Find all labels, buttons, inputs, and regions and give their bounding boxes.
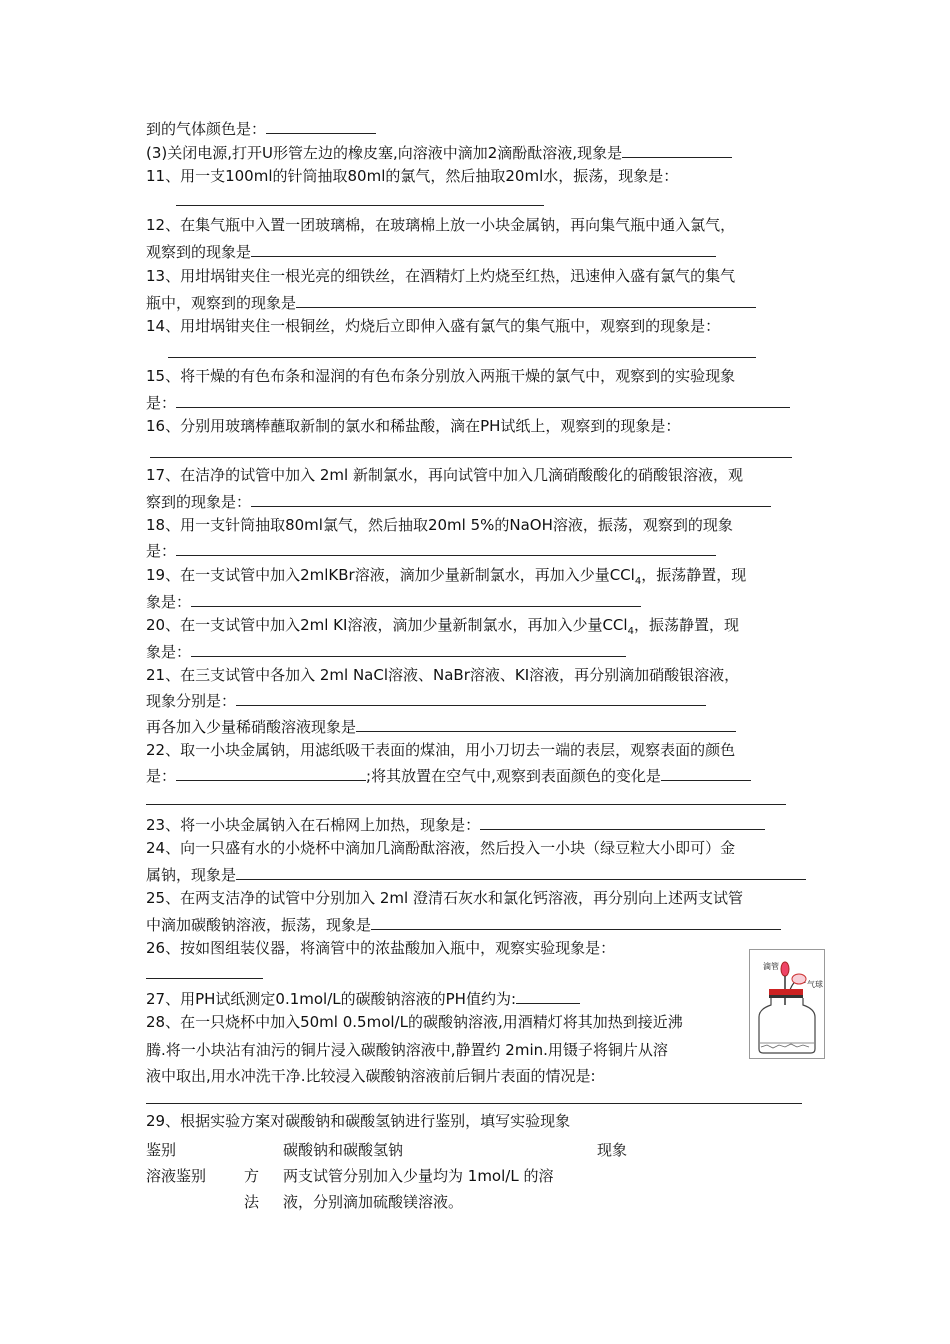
answer-blank [176,205,544,206]
text-line: 20、在一支试管中加入2ml KI溶液，滴加少量新制氯水，再加入少量CCl$_4$，振荡静置，现 [146,616,739,637]
answer-blank [146,1103,802,1104]
text-line: 28、在一只烧杯中加入50ml 0.5mol/L的碳酸钠溶液,用酒精灯将其加热到接近沸 [146,1013,683,1031]
text-line: 15、将干燥的有色布条和湿润的有色布条分别放入两瓶干燥的氯气中，观察到的实验现象 [146,367,736,385]
table-cell-method-2: 法 [244,1193,260,1211]
text-line: 中滴加碳酸钠溶液，振荡，现象是 [146,914,781,935]
text-line: 23、将一小块金属钠入在石棉网上加热，现象是： [146,814,765,835]
text-line: 属钠，现象是 [146,864,806,885]
text-line: 是： ;将其放置在空气中,观察到表面颜色的变化是 [146,765,751,786]
table-cell-method-1: 方 [244,1167,260,1185]
table-cell-solution-identify: 溶液鉴别 [146,1167,207,1185]
table-cell-procedure-2: 液，分别滴加硫酸镁溶液。 [283,1193,464,1211]
answer-blank [146,804,786,805]
text-line: 29、根据实验方案对碳酸钠和碳酸氢钠进行鉴别，填写实验现象 [146,1112,571,1130]
text-line: 现象分别是： [146,690,706,711]
flask-diagram [749,949,825,1059]
text-line: 象是： [146,641,626,662]
text-line: 再各加入少量稀硝酸溶液现象是 [146,716,736,737]
text-line: 12、在集气瓶中入置一团玻璃棉，在玻璃棉上放一小块金属钠，再向集气瓶中通入氯气， [146,216,736,234]
table-header-phenomenon: 现象 [597,1141,628,1159]
apparatus-figure [749,949,825,1059]
text-line: 19、在一支试管中加入2mlKBr溶液，滴加少量新制氯水，再加入少量CCl$_4$，振荡静置，现 [146,566,747,587]
answer-blank [168,357,756,358]
text-line: 13、用坩埚钳夹住一根光亮的细铁丝，在酒精灯上灼烧至红热，迅速伸入盛有氯气的集气 [146,267,736,285]
text-line: 瓶中，观察到的现象是 [146,292,756,313]
dropper-bulb-icon [781,962,789,976]
text-line: 观察到的现象是 [146,241,716,262]
text-line: 27、用PH试纸测定0.1mol/L的碳酸钠溶液的PH值约为: [146,988,580,1009]
text-line: 腾.将一小块沾有油污的铜片浸入碳酸钠溶液中,静置约 2min.用镊子将铜片从溶 [146,1041,668,1059]
text-line: (3)关闭电源,打开U形管左边的橡皮塞,向溶液中滴加2滴酚酞溶液,现象是 [146,142,732,163]
table-cell-procedure-1: 两支试管分别加入少量均为 1mol/L 的溶 [283,1167,554,1185]
stopper-icon [769,989,803,995]
text-line: 18、用一支针筒抽取80ml氯气，然后抽取20ml 5%的NaOH溶液，振荡，观察到的现象 [146,516,733,534]
text-line: 象是： [146,591,641,612]
text-line: 11、用一支100ml的针筒抽取80ml的氯气，然后抽取20ml水，振荡，现象是： [146,167,679,185]
text-line: 14、用坩埚钳夹住一根铜丝，灼烧后立即伸入盛有氯气的集气瓶中，观察到的现象是： [146,317,721,335]
text-line: 察到的现象是： [146,491,771,512]
table-header-identify: 鉴别 [146,1141,177,1159]
text-line: 17、在洁净的试管中加入 2ml 新制氯水，再向试管中加入几滴硝酸酸化的硝酸银溶液，观 [146,466,743,484]
text-line: 21、在三支试管中各加入 2ml NaCl溶液、NaBr溶液、KI溶液，再分别滴加硝酸银溶液， [146,666,740,684]
balloon-label: 气球 [807,980,823,989]
text-line: 26、按如图组装仪器，将滴管中的浓盐酸加入瓶中，观察实验现象是： [146,939,616,957]
answer-blank [146,978,263,979]
text-line: 25、在两支洁净的试管中分别加入 2ml 澄清石灰水和氯化钙溶液，再分别向上述两支试管 [146,889,743,907]
table-header-compounds: 碳酸钠和碳酸氢钠 [283,1141,404,1159]
dropper-label: 滴管 [763,962,779,971]
text-line: 液中取出,用水冲洗干净.比较浸入碳酸钠溶液前后铜片表面的情况是: [146,1067,596,1085]
text-line: 24、向一只盛有水的小烧杯中滴加几滴酚酞溶液，然后投入一小块（绿豆粒大小即可）金 [146,839,736,857]
answer-blank [150,457,792,458]
balloon-icon [792,974,806,984]
text-line: 22、取一小块金属钠，用滤纸吸干表面的煤油，用小刀切去一端的表层，观察表面的颜色 [146,741,736,759]
text-line: 是： [146,392,790,413]
text-line: 16、分别用玻璃棒蘸取新制的氯水和稀盐酸，滴在PH试纸上，观察到的现象是： [146,417,681,435]
text-line: 到的气体颜色是： [146,118,376,139]
text-line: 是： [146,540,716,561]
